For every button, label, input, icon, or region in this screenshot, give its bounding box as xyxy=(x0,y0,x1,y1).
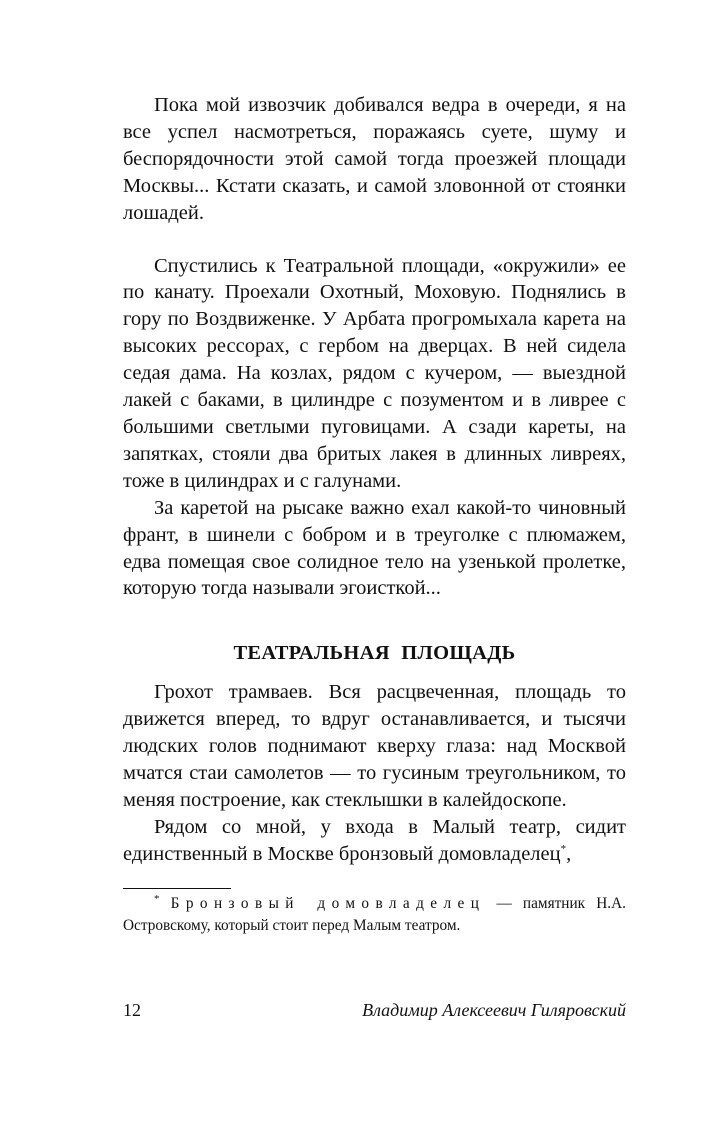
footnote-marker-ref: * xyxy=(560,842,567,855)
running-footer xyxy=(123,1000,626,1021)
footnote-text: — памятник Н.А. Островскому, который стоит перед Малым театром. xyxy=(123,894,627,934)
paragraph-2: Спустились к Театральной площади, «окружили» ее по канату. Проехали Охотный, Моховую. Поднялись в гору по Воздвиженке. У Арбата прогромыхала карета на высоких рессорах, с гербом на дверцах. В ней сидела седая дама. На козлах, рядом с кучером, — выездной лакей с баками, в цилиндре с позументом и в ливрее с большими светлыми пуговицами. А сзади кареты, на запятках, стояли два бритых лакея в длинных ливреях, тоже в цилиндрах и с галунами. xyxy=(123,254,626,492)
paragraph-3: За каретой на рысаке важно ехал какой-то чиновный франт, в шинели с бобром и в треуголке с плюмажем, едва помещая свое солидное тело на узенькой пролетке, которую тогда называли эгоисткой... xyxy=(123,496,626,600)
footnote-divider xyxy=(123,888,231,889)
footnote xyxy=(123,893,626,937)
footnote-term: Бронзовый домовладелец xyxy=(170,894,486,912)
paragraph-4: Грохот трамваев. Вся расцвеченная, площадь то движется вперед, то вдруг останавливается, и тысячи людских голов поднимают кверху глаза: над Москвой мчатся стаи самолетов — то гусиным треугольником, то меняя построение, как стеклышки в калейдоскопе. xyxy=(123,681,626,811)
footnote-marker: * xyxy=(154,892,160,905)
paragraph-5-text: Рядом со мной, у входа в Малый театр, сидит единственный в Москве бронзовый домовладелец xyxy=(123,815,626,865)
page-body xyxy=(123,92,626,937)
running-author: Владимир Алексеевич Гиляровский xyxy=(362,1000,626,1020)
page-number: 12 xyxy=(123,1000,141,1020)
paragraph-5 xyxy=(123,814,626,868)
paragraph-gap xyxy=(123,227,626,253)
paragraph-5-end: , xyxy=(566,842,572,865)
section-heading: ТЕАТРАЛЬНАЯ ПЛОЩАДЬ xyxy=(233,642,516,665)
paragraph-1: Пока мой извозчик добивался ведра в очереди, я на все успел насмотреться, поражаясь суете, шуму и беспорядочности этой самой тогда проезжей площади Москвы... Кстати сказать, и самой зловонной от стоянки лошадей. xyxy=(123,94,626,224)
